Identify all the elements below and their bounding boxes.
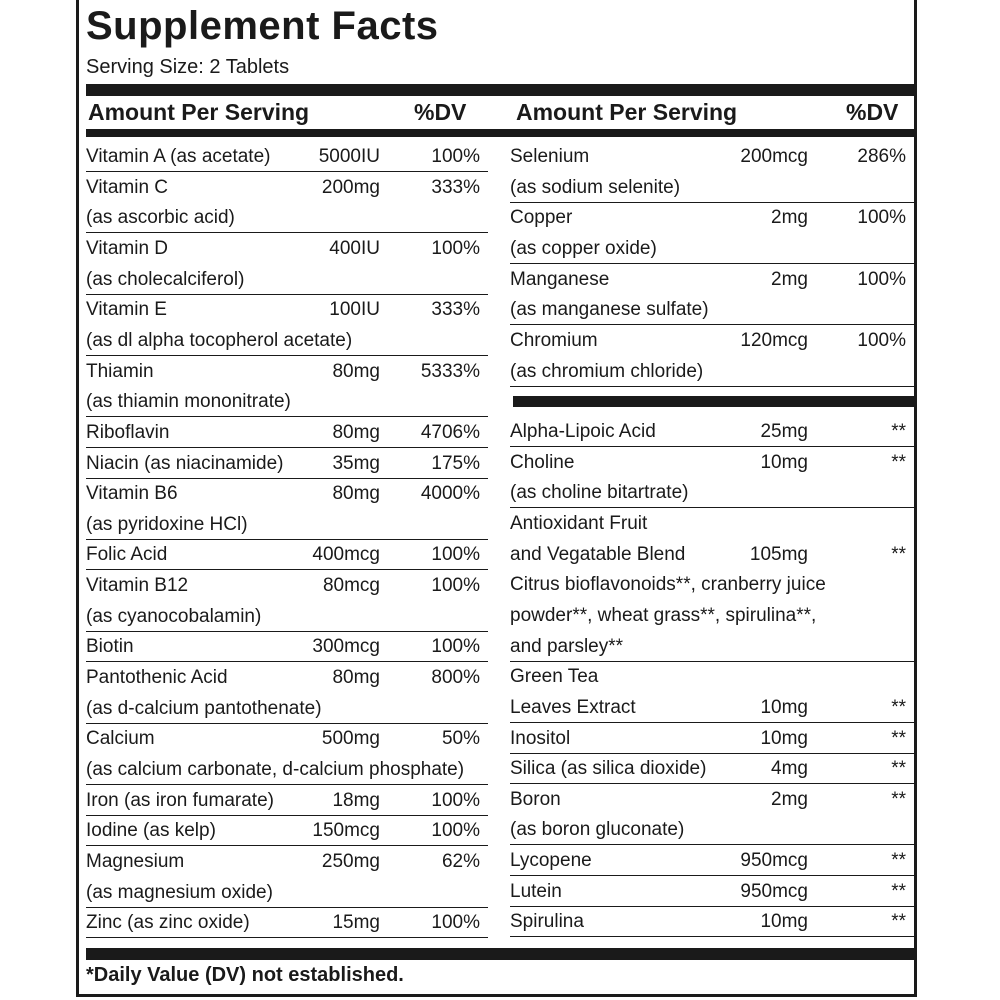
nutrient-name: (as cyanocobalamin)	[86, 605, 262, 627]
nutrient-name: Alpha-Lipoic Acid	[510, 421, 656, 442]
nutrient-amount: 80mcg	[322, 575, 380, 597]
nutrient-amount: 200mcg	[740, 146, 808, 167]
nutrient-row	[86, 816, 488, 846]
nutrient-name: Antioxidant Fruit	[510, 512, 648, 534]
nutrient-name: (as magnesium oxide)	[86, 881, 273, 903]
nutrient-name: Iron (as iron fumarate)	[86, 789, 274, 811]
nutrient-name: (as pyridoxine HCl)	[86, 513, 248, 535]
nutrient-amount: 10mg	[760, 911, 808, 933]
nutrient-name: (as chromium chloride)	[510, 360, 704, 382]
nutrient-name: powder**, wheat grass**, spirulina**,	[510, 604, 817, 626]
thick-divider-header	[86, 129, 914, 137]
left-amount-header: Amount Per Serving	[88, 99, 310, 125]
nutrient-name: Boron	[510, 788, 561, 810]
nutrient-name: Citrus bioflavonoids**, cranberry juice	[510, 574, 826, 596]
nutrient-dv: 100%	[431, 789, 480, 811]
nutrient-row	[510, 632, 914, 662]
nutrient-row	[86, 234, 488, 264]
nutrient-name: Choline	[510, 451, 575, 473]
nutrient-name: Spirulina	[510, 911, 584, 933]
nutrient-name: and parsley**	[510, 635, 624, 657]
nutrient-name: Manganese	[510, 268, 610, 290]
nutrient-row	[510, 509, 914, 539]
nutrient-name: Pantothenic Acid	[86, 667, 228, 689]
nutrient-dv: **	[891, 758, 906, 780]
nutrient-amount: 2mg	[771, 207, 808, 229]
nutrient-dv: 4000%	[420, 483, 480, 505]
nutrient-name: Lutein	[510, 880, 562, 902]
nutrient-dv: 333%	[431, 299, 480, 321]
nutrient-name: (as thiamin mononitrate)	[86, 391, 291, 413]
nutrient-row	[510, 326, 914, 356]
nutrient-row	[86, 142, 488, 172]
nutrient-name: Green Tea	[510, 666, 599, 688]
nutrient-name: Magnesium	[86, 850, 185, 872]
nutrient-amount: 950mcg	[740, 880, 808, 902]
nutrient-amount: 2mg	[771, 788, 808, 810]
nutrient-row	[510, 693, 914, 723]
nutrient-row	[86, 908, 488, 938]
nutrient-row	[86, 663, 488, 693]
nutrient-amount: 35mg	[332, 452, 380, 474]
nutrient-row	[86, 418, 488, 448]
nutrient-row	[86, 387, 488, 417]
nutrient-dv: 100%	[431, 237, 480, 259]
nutrient-row	[510, 295, 914, 325]
nutrient-row	[86, 694, 488, 724]
nutrient-amount: 400mcg	[312, 544, 380, 566]
nutrient-dv: **	[891, 788, 906, 810]
nutrient-row	[510, 448, 914, 478]
nutrient-name: Selenium	[510, 146, 590, 167]
nutrient-row	[86, 510, 488, 540]
nutrient-row	[510, 173, 914, 203]
nutrient-name: Silica (as silica dioxide)	[510, 758, 707, 780]
nutrient-amount: 400IU	[329, 237, 380, 259]
nutrient-row	[510, 357, 914, 387]
nutrient-dv: 100%	[431, 636, 480, 658]
nutrient-amount: 80mg	[332, 483, 380, 505]
nutrient-row	[510, 265, 914, 295]
nutrient-name: and Vegatable Blend	[510, 543, 686, 565]
nutrient-row	[86, 295, 488, 325]
nutrient-dv: 100%	[431, 820, 480, 842]
thick-divider-bottom	[86, 948, 914, 960]
nutrient-name: Lycopene	[510, 850, 592, 872]
nutrient-amount: 100IU	[329, 299, 380, 321]
nutrient-dv: 50%	[441, 728, 480, 750]
nutrient-amount: 25mg	[760, 421, 808, 442]
nutrient-dv: **	[891, 880, 906, 902]
nutrient-row	[86, 878, 488, 908]
nutrient-dv: **	[891, 727, 906, 749]
nutrient-row	[86, 203, 488, 233]
nutrient-amount: 2mg	[771, 268, 808, 290]
nutrient-row	[86, 632, 488, 662]
nutrient-name: (as boron gluconate)	[510, 819, 685, 841]
nutrient-dv: **	[891, 451, 906, 473]
nutrient-row	[86, 786, 488, 816]
nutrient-amount: 10mg	[760, 727, 808, 749]
thick-divider-top	[86, 84, 914, 96]
nutrient-row	[86, 571, 488, 601]
nutrient-name: (as calcium carbonate, d-calcium phosphate)	[86, 759, 465, 780]
nutrient-name: (as ascorbic acid)	[86, 207, 235, 229]
nutrient-row	[86, 847, 488, 877]
nutrient-dv: 100%	[857, 329, 906, 351]
nutrient-row	[510, 601, 914, 631]
nutrient-amount: 80mg	[332, 360, 380, 382]
nutrient-dv: 175%	[431, 452, 480, 474]
nutrient-amount: 105mg	[749, 543, 808, 565]
nutrient-row	[510, 907, 914, 937]
nutrient-amount: 80mg	[332, 421, 380, 443]
nutrient-row	[510, 846, 914, 876]
nutrient-row	[86, 724, 488, 754]
nutrient-row	[510, 417, 914, 447]
nutrient-name: (as cholecalciferol)	[86, 268, 245, 290]
nutrient-name: Zinc (as zinc oxide)	[86, 912, 250, 934]
nutrient-amount: 10mg	[760, 696, 808, 718]
nutrient-name: Vitamin D	[86, 237, 169, 259]
nutrient-name: Chromium	[510, 329, 598, 351]
nutrient-dv: **	[891, 696, 906, 718]
nutrient-row	[86, 449, 488, 479]
nutrient-dv: 286%	[857, 146, 906, 167]
nutrient-name: Vitamin B6	[86, 483, 178, 505]
nutrient-name: Folic Acid	[86, 544, 168, 566]
nutrient-name: Leaves Extract	[510, 696, 636, 718]
nutrient-row	[86, 326, 488, 356]
nutrient-name: Vitamin C	[86, 176, 169, 198]
nutrient-amount: 950mcg	[740, 850, 808, 872]
nutrient-dv: **	[891, 911, 906, 933]
nutrient-amount: 500mg	[321, 728, 380, 750]
nutrient-row	[86, 479, 488, 509]
nutrient-dv: 100%	[857, 207, 906, 229]
nutrient-dv: **	[891, 850, 906, 872]
nutrient-row	[510, 724, 914, 754]
nutrient-name: Vitamin B12	[86, 575, 189, 597]
nutrient-name: (as sodium selenite)	[510, 176, 681, 198]
nutrient-row	[510, 785, 914, 815]
nutrient-dv: 100%	[431, 146, 480, 167]
nutrient-amount: 5000IU	[318, 146, 380, 167]
nutrient-dv: **	[891, 421, 906, 442]
nutrient-dv: 100%	[431, 544, 480, 566]
nutrient-name: (as choline bitartrate)	[510, 482, 689, 504]
nutrient-name: (as dl alpha tocopherol acetate)	[86, 329, 353, 351]
nutrient-row	[510, 754, 914, 784]
nutrient-name: Vitamin E	[86, 299, 167, 321]
nutrient-row	[510, 877, 914, 907]
nutrient-row	[510, 662, 914, 692]
nutrient-amount: 10mg	[760, 451, 808, 473]
nutrient-row	[86, 173, 488, 203]
nutrient-row	[86, 265, 488, 295]
nutrient-row	[86, 357, 488, 387]
nutrient-amount: 18mg	[332, 789, 380, 811]
left-dv-header: %DV	[414, 99, 467, 125]
nutrient-dv: 100%	[431, 575, 480, 597]
nutrient-name: Riboflavin	[86, 421, 170, 443]
thick-divider-right	[513, 396, 914, 407]
nutrient-row	[510, 142, 914, 172]
nutrient-dv: 100%	[431, 912, 480, 934]
nutrient-amount: 4mg	[771, 758, 808, 780]
nutrient-amount: 120mcg	[740, 329, 808, 351]
nutrient-name: Vitamin A (as acetate)	[86, 146, 271, 167]
nutrient-row	[86, 540, 488, 570]
nutrient-dv: 100%	[857, 268, 906, 290]
nutrient-amount: 15mg	[332, 912, 380, 934]
nutrient-amount: 200mg	[321, 176, 380, 198]
nutrient-dv: 5333%	[420, 360, 480, 382]
nutrient-dv: 4706%	[420, 421, 480, 443]
nutrient-row	[510, 570, 914, 600]
nutrient-dv: 800%	[431, 667, 480, 689]
nutrient-row	[510, 478, 914, 508]
nutrient-name: Calcium	[86, 728, 155, 750]
right-dv-header: %DV	[846, 99, 899, 125]
nutrient-row	[510, 234, 914, 264]
nutrient-amount: 80mg	[332, 667, 380, 689]
nutrient-dv: **	[891, 543, 906, 565]
nutrient-row	[510, 815, 914, 845]
nutrient-row	[510, 540, 914, 570]
panel-title: Supplement Facts	[86, 4, 439, 48]
nutrient-amount: 300mcg	[312, 636, 380, 658]
nutrient-name: Iodine (as kelp)	[86, 820, 216, 842]
nutrient-row	[510, 203, 914, 233]
footnote: *Daily Value (DV) not established.	[86, 964, 404, 986]
nutrient-name: Niacin (as niacinamide)	[86, 452, 284, 474]
nutrient-name: (as d-calcium pantothenate)	[86, 697, 322, 719]
nutrient-name: Inositol	[510, 727, 571, 749]
nutrient-amount: 150mcg	[312, 820, 380, 842]
right-amount-header: Amount Per Serving	[516, 99, 738, 125]
nutrient-row	[86, 602, 488, 632]
nutrient-name: (as copper oxide)	[510, 237, 657, 259]
nutrient-name: (as manganese sulfate)	[510, 299, 709, 321]
nutrient-row	[86, 755, 488, 785]
nutrient-name: Thiamin	[86, 360, 154, 382]
nutrient-dv: 62%	[441, 850, 480, 872]
nutrient-name: Copper	[510, 207, 573, 229]
serving-size: Serving Size: 2 Tablets	[86, 56, 290, 78]
nutrient-name: Biotin	[86, 636, 134, 658]
nutrient-amount: 250mg	[321, 850, 380, 872]
nutrient-dv: 333%	[431, 176, 480, 198]
